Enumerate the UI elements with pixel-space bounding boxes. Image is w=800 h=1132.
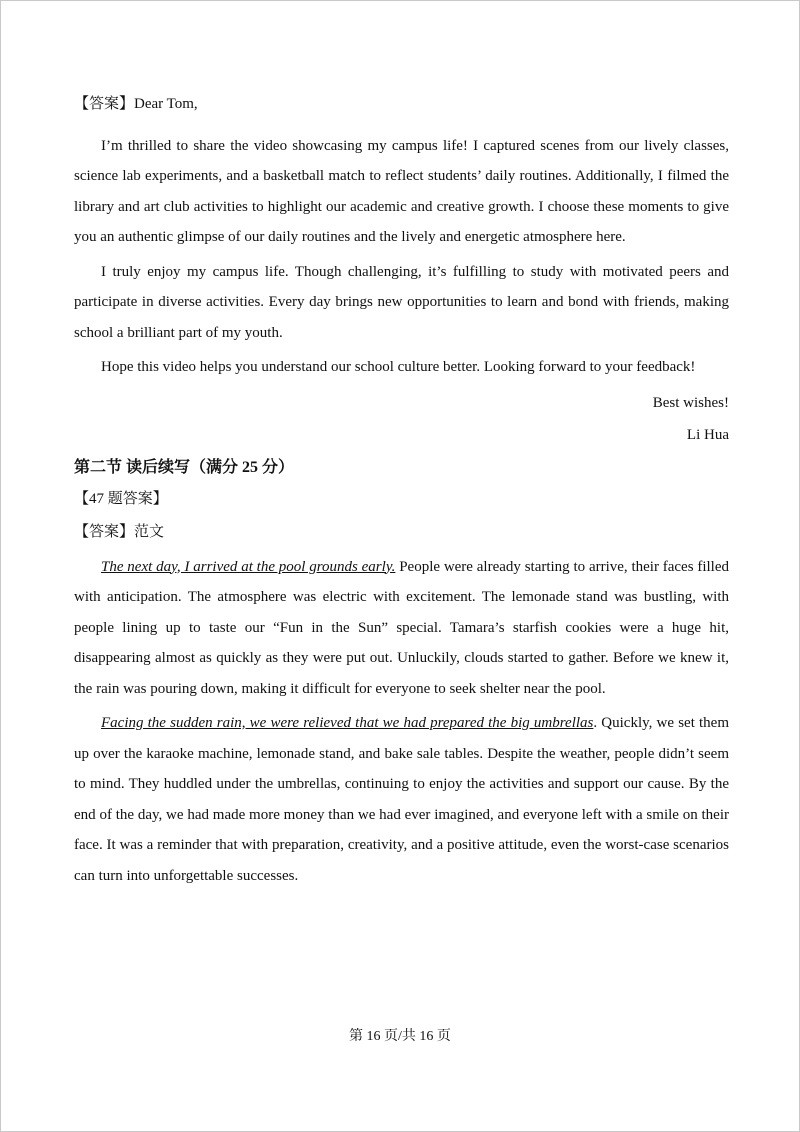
essay-block [74, 552, 729, 892]
answer-type-label: 范文 [134, 523, 165, 540]
letter-paragraph-1: I’m thrilled to share the video showcasing my campus life! I captured scenes from our lively classes, science lab experiments, and a basketball match to reflect students’ daily routines. Additionally, I filmed the library and art club activities to highlight our academic and creative growth. I choose these moments to give you an authentic glimpse of our daily routines and the lively and energetic atmosphere here. [74, 137, 729, 245]
letter-signature: Li Hua [686, 426, 729, 443]
essay-answer-line [74, 516, 729, 549]
essay-paragraph-1-body: People were already starting to arrive, their faces filled with anticipation. The atmosphere was electric with excitement. The lemonade stand was bustling, with people lining up to taste our “Fun in the Sun” special. Tamara’s starfish cookies were a huge hit, disappearing almost as quickly as they were put out. Unluckily, clouds started to gather. Before we knew it, the rain was pouring down, making it difficult for everyone to seek shelter near the pool. [74, 558, 729, 697]
letter-signature-block [74, 387, 729, 451]
question-47-label: 【47 题答案】 [74, 490, 168, 507]
essay-paragraph-2-lead-sentence: Facing the sudden rain, we were relieved that we had prepared the big umbrellas [101, 715, 594, 731]
letter-paragraph-3: Hope this video helps you understand our school culture better. Looking forward to your feedback! [101, 359, 696, 375]
essay-paragraph-1-lead-sentence: The next day, I arrived at the pool grounds early. [101, 558, 396, 575]
letter-paragraph-2: I truly enjoy my campus life. Though challenging, it’s fulfilling to study with motivated peers and participate in diverse activities. Every day brings new opportunities to learn and bond with friends, making school a brilliant part of my youth. [74, 263, 729, 341]
answer-label: 【答案】 [74, 96, 135, 112]
section-heading: 第二节 读后续写（满分 25 分） [74, 458, 295, 476]
letter-answer-line [74, 89, 729, 120]
letter-salutation: Dear Tom, [134, 96, 198, 112]
essay-paragraph-1 [74, 552, 729, 705]
page-number-footer: 第 16 页/共 16 页 [349, 1029, 451, 1044]
answer-label: 【答案】 [74, 523, 135, 540]
essay-paragraph-2 [74, 708, 729, 891]
essay-paragraph-2-body: . Quickly, we set them up over the karaoke machine, lemonade stand, and bake sale tables. Despite the weather, people didn’t seem to mind. They huddled under the umbrellas, continuing to enjoy the activities and support our cause. By the end of the day, we had made more money than we had ever imagined, and everyone left with a smile on their face. It was a reminder that with preparation, creativity, and a positive attitude, even the worst-case scenarios can turn into unforgettable successes. [74, 715, 730, 884]
page-content [74, 89, 729, 895]
letter-closing: Best wishes! [652, 394, 729, 411]
